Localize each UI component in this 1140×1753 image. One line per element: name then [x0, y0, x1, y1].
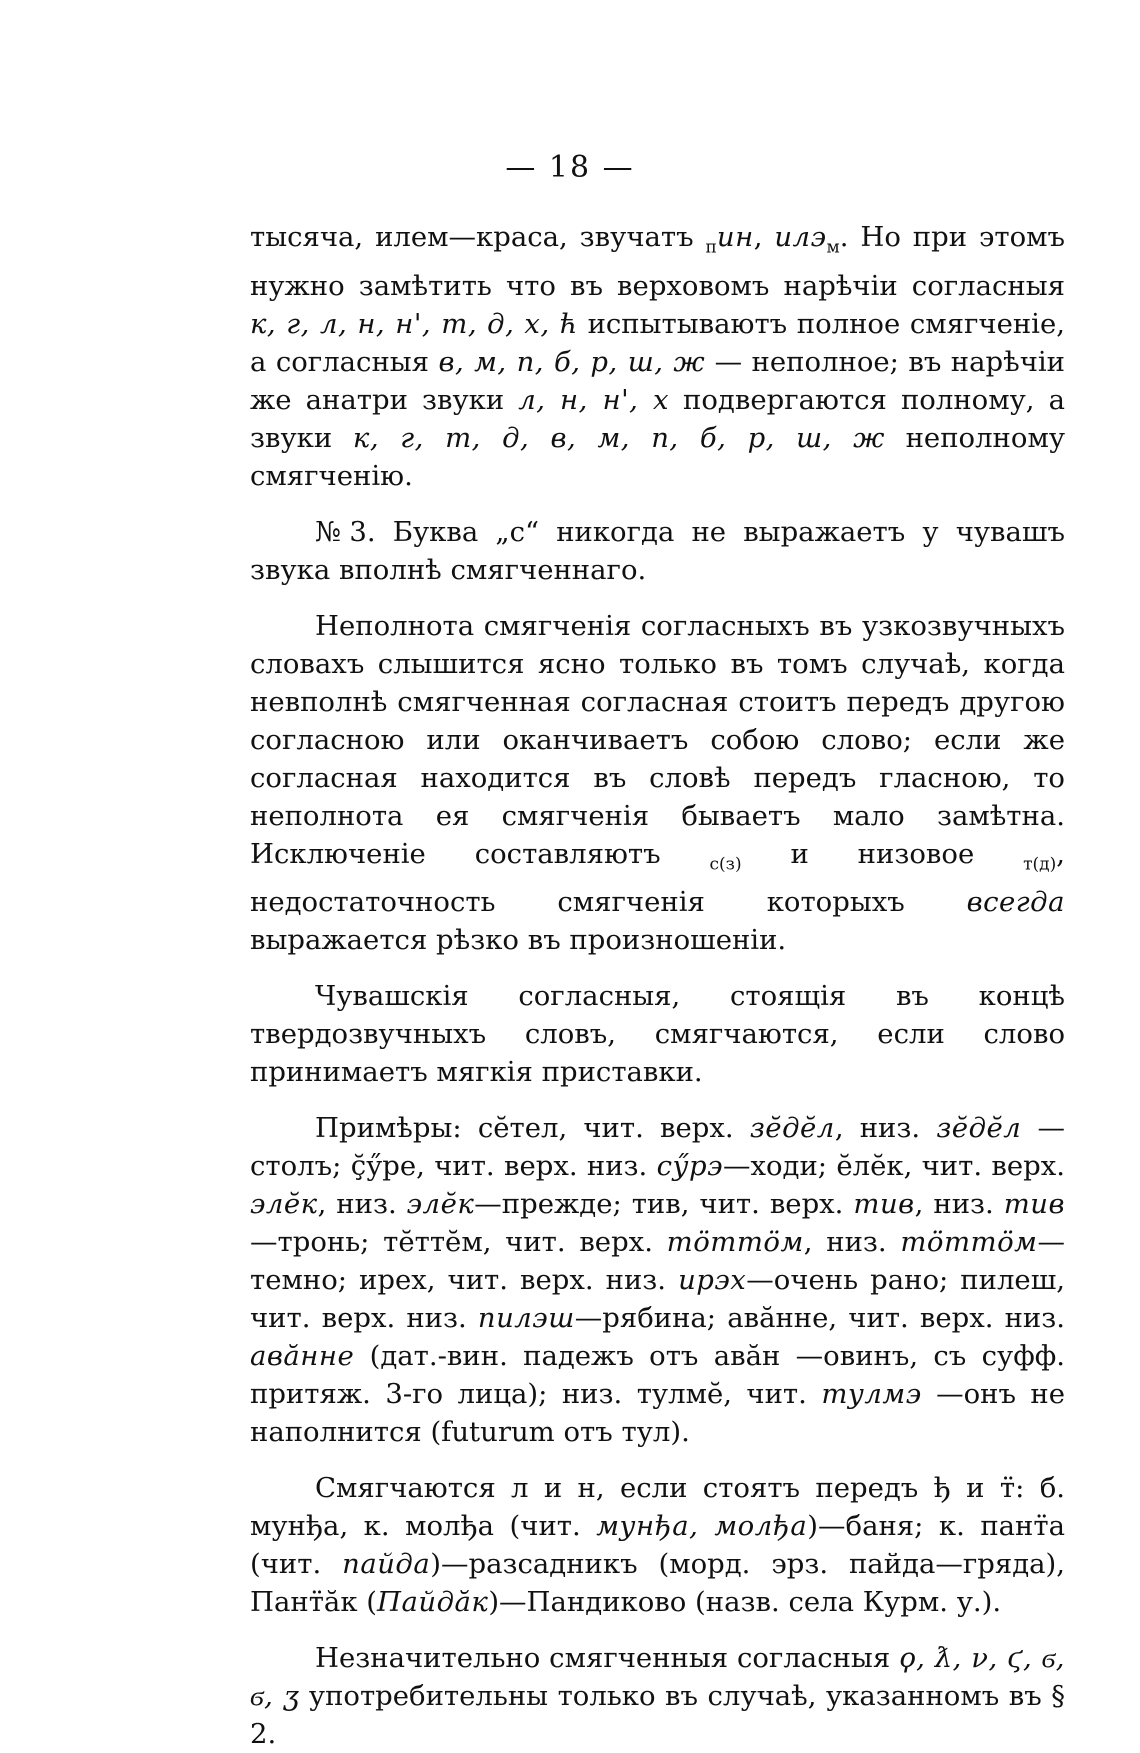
subscript-text: с(з) — [709, 854, 742, 874]
text-run: —онъ не наполнится (futurum отъ тул). — [250, 1378, 1066, 1448]
example-word: зĕдĕл — [936, 1112, 1022, 1144]
text-run: употребительны только въ случаѣ, указанномъ въ § 2. — [250, 1680, 1065, 1750]
example-word: авăнне — [250, 1340, 355, 1372]
subscript-text: м — [826, 237, 840, 258]
example-word: тив — [1003, 1188, 1066, 1220]
text-run: тысяча, илем—краса, звучатъ — [250, 221, 706, 253]
subscript-text: т(д) — [1023, 854, 1057, 874]
example-word: зĕдĕл — [749, 1112, 835, 1144]
example-word: к, г, т, д, в, м, п, б, р, ш, ж — [352, 421, 885, 454]
text-run: выражается рѣзко въ произношеніи. — [250, 924, 787, 956]
example-word: мунђа, молђа — [596, 1510, 808, 1542]
paragraph — [250, 977, 1065, 1091]
example-word: Пайдăк — [376, 1586, 489, 1618]
example-word: пилэш — [477, 1302, 575, 1334]
example-word: л, н, н', х — [518, 383, 669, 416]
text-run: )—баня; к. пант̈а (чит. — [250, 1510, 1065, 1580]
text-run: Незначительно смягченныя согласныя — [315, 1642, 900, 1674]
example-word: всегда — [966, 886, 1065, 918]
paragraph — [250, 1109, 1065, 1451]
text-run: )—Пандиково (назв. села Курм. у.). — [488, 1586, 1002, 1618]
text-run: неполному смягченію. — [250, 421, 1066, 492]
text-run: Неполнота смягченія согласныхъ въ узкозвучныхъ словахъ слышится ясно только въ томъ случаѣ, когда невполнѣ смягченная согласная стоитъ передъ другою согласною или оканчиваетъ собою слово; если же согласная находится въ словѣ передъ гласною, то неполнота ея смягченія бываетъ мало замѣтна. Исключеніе составляютъ — [250, 609, 1065, 870]
example-word: элĕк — [406, 1188, 475, 1220]
text-run: испытываютъ полное смягченіе, а согласныя — [250, 307, 1065, 378]
paragraph — [250, 1639, 1065, 1753]
text-run: Примѣры: сĕтел, чит. верх. — [315, 1112, 750, 1144]
text-run: , низ. — [914, 1188, 1004, 1220]
example-word: тив — [853, 1188, 915, 1220]
text-run: Чувашскія согласныя, стоящія въ концѣ твердозвучныхъ словъ, смягчаются, если слово принимаетъ мягкія приставки. — [250, 980, 1065, 1088]
page-number: — 18 — — [505, 150, 635, 185]
text-run: , низ. — [834, 1112, 937, 1144]
example-word: ирэх — [678, 1264, 747, 1296]
text-run: — столъ; ç̆ӳре, чит. верх. низ. — [250, 1112, 1065, 1182]
paragraph — [250, 607, 1065, 960]
example-word: ин — [716, 221, 754, 253]
text-run: —прежде; тив, чит. верх. — [474, 1188, 854, 1220]
example-word: ϙ, ƛ, ν, ϛ, ϭ, ϭ, ʒ — [250, 1642, 1065, 1712]
subscript-mark: п — [705, 237, 717, 258]
example-word: тулмэ — [821, 1378, 922, 1410]
example-word: тӧттӧм — [900, 1226, 1038, 1258]
example-word: к, г, л, н, н', т, д, х, ћ — [250, 307, 578, 340]
example-word: сӳрэ — [656, 1150, 723, 1182]
text-run: , — [753, 221, 775, 253]
example-word: в, м, п, б, р, ш, ж — [438, 345, 706, 378]
text-run: №3. Буква „с“ никогда не выражаетъ у чувашъ звука вполнѣ смягченнаго. — [250, 515, 1065, 586]
text-run: . Но при этомъ нужно замѣтить что въ верховомъ нарѣчіи согласныя — [250, 221, 1066, 302]
text-run: подвергаются полному, а звуки — [250, 383, 1065, 454]
example-word: элĕк — [250, 1188, 318, 1220]
text-run: —темно; ирех, чит. верх. низ. — [250, 1226, 1065, 1296]
paragraph — [250, 218, 1065, 495]
text-run: — неполное; въ нарѣчіи же анатри звуки — [250, 345, 1065, 416]
text-run: )—разсадникъ (морд. эрз. пайда—гряда), Пант̈ăк ( — [250, 1548, 1066, 1618]
text-run: и низовое — [741, 837, 1024, 870]
text-run: —очень рано; пилеш, чит. верх. низ. — [250, 1264, 1066, 1334]
text-run: —рябина; авăнне, чит. верх. низ. — [574, 1302, 1065, 1334]
text-run: Смягчаются л и н, если стоятъ передъ ђ и т̈: б. мунђа, к. молђа (чит. — [250, 1472, 1065, 1542]
body-text — [250, 218, 1065, 1753]
paragraph — [250, 513, 1065, 589]
text-run: , низ. — [803, 1226, 901, 1258]
text-run: —ходи; ĕлĕк, чит. верх. — [722, 1150, 1065, 1182]
paragraph — [250, 1469, 1065, 1621]
example-word: тӧттӧм — [666, 1226, 804, 1258]
text-run: (дат.-вин. падежъ отъ авăн —овинъ, съ суфф. притяж. 3-го лица); низ. тулмĕ, чит. — [250, 1340, 1065, 1410]
example-word: пайда — [342, 1548, 431, 1580]
text-run: , недостаточность смягченія которыхъ — [250, 837, 1065, 918]
example-word: илэ — [774, 221, 827, 253]
text-run: —тронь; тĕттĕм, чит. верх. — [250, 1226, 667, 1258]
text-run: , низ. — [317, 1188, 407, 1220]
